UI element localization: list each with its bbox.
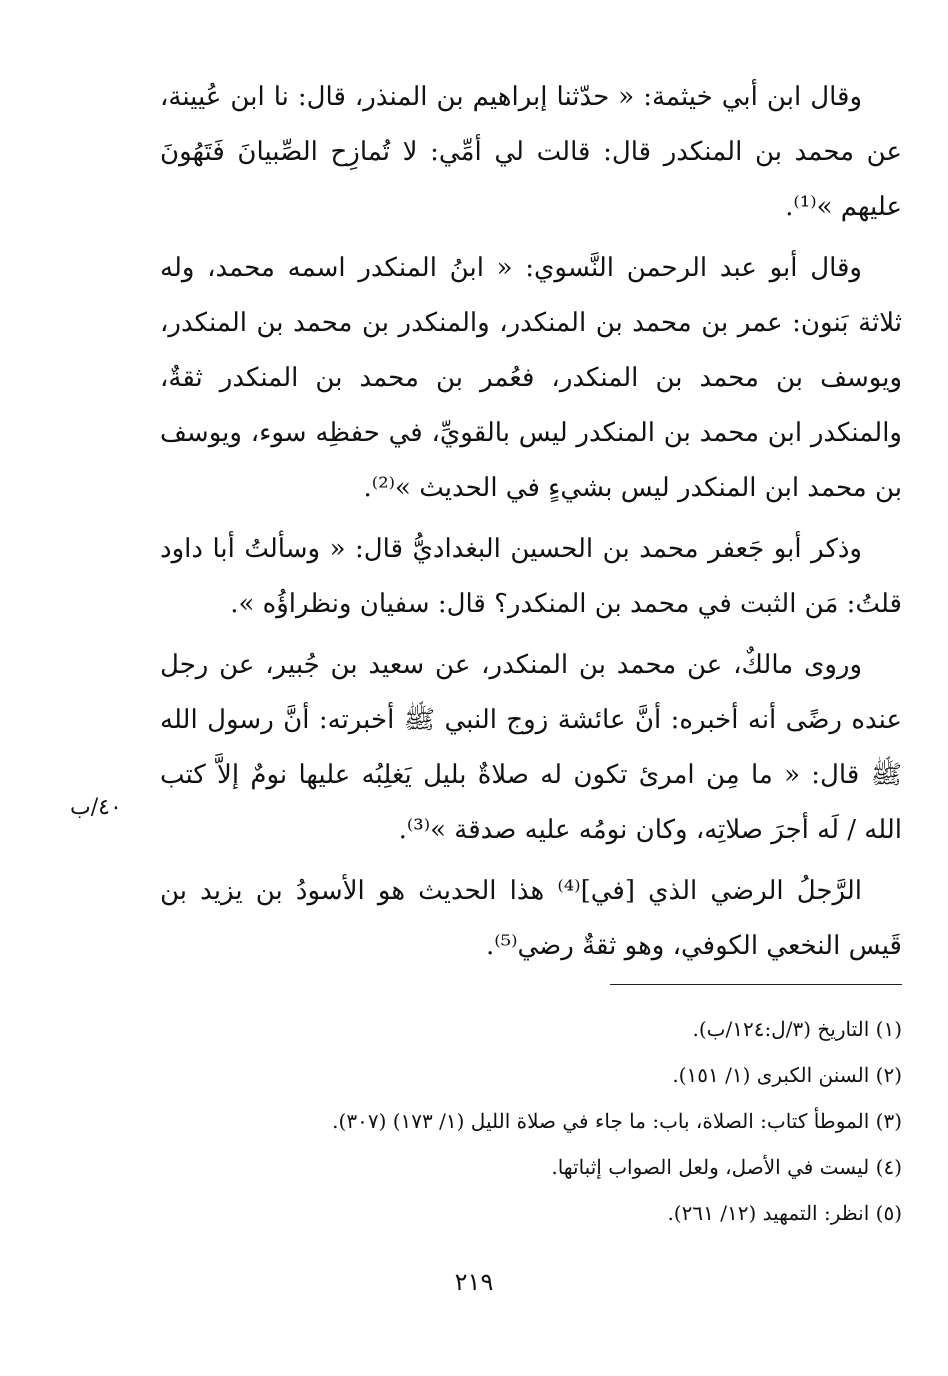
- footnote: (٥) انظر: التمهيد (١٢/ ٢٦١).: [667, 1201, 902, 1225]
- paragraph: وقال ابن أبي خيثمة: « حدّثنا إبراهيم بن المنذر، قال: نا ابن عُيينة، عن محمد بن المنكدر قال: قالت لي أمِّي: لا تُمازِح الصِّبيانَ فَتَهُونَ عليهم »⁽¹⁾.: [160, 82, 902, 222]
- paragraph: الرَّجلُ الرضي الذي [في]⁽⁴⁾ هذا الحديث هو الأسودُ بن يزيد بن قَيس النخعي الكوفي، وهو ثقةٌ رضي⁽⁵⁾.: [160, 876, 902, 961]
- paragraph: وذكر أبو جَعفر محمد بن الحسين البغداديُّ قال: « وسألتُ أبا داود قلتُ: مَن الثبت في محمد بن المنكدر؟ قال: سفيان ونظراؤُه ».: [160, 534, 902, 619]
- paragraph: وقال أبو عبد الرحمن النَّسوي: « ابنُ المنكدر اسمه محمد، وله ثلاثة بَنون: عمر بن محمد بن المنكدر، والمنكدر بن محمد بن المنكدر، ويوسف بن محمد بن المنكدر، فعُمر بن محمد بن المنكدر ثقةٌ، والمنكدر ابن محمد بن المنكدر ليس بالقويِّ، في حفظِه سوء، ويوسف بن محمد ابن المنكدر ليس بشيءٍ في الحديث »⁽²⁾.: [160, 253, 902, 503]
- manuscript-folio-note: ٤٠/ب: [70, 795, 122, 820]
- paragraph: وروى مالكٌ، عن محمد بن المنكدر، عن سعيد بن جُبير، عن رجل عنده رضًى أنه أخبره: أنَّ عائشة زوج النبي ﷺ أخبرته: أنَّ رسول الله ﷺ قال: « ما مِن امرئ تكون له صلاةٌ بليل يَغلِبُه عليها نومٌ إلاَّ كتب الله / لَه أجرَ صلاتِه، وكان نومُه عليه صدقة »⁽³⁾.: [160, 650, 902, 845]
- page-number: ٢١٩: [454, 1268, 494, 1296]
- footnote: (٣) الموطأ كتاب: الصلاة، باب: ما جاء في صلاة الليل (١/ ١٧٣) (٣٠٧).: [332, 1109, 902, 1133]
- main-text: [160, 70, 902, 980]
- footnote: (١) التاريخ (٣/ل:١٢٤/ب).: [692, 1017, 902, 1041]
- footnote: (٤) ليست في الأصل، ولعل الصواب إثباتها.: [551, 1155, 902, 1179]
- footnote-separator: [610, 984, 902, 985]
- footnote: (٢) السنن الكبرى (١/ ١٥١).: [672, 1063, 902, 1087]
- footnotes: [160, 1006, 902, 1236]
